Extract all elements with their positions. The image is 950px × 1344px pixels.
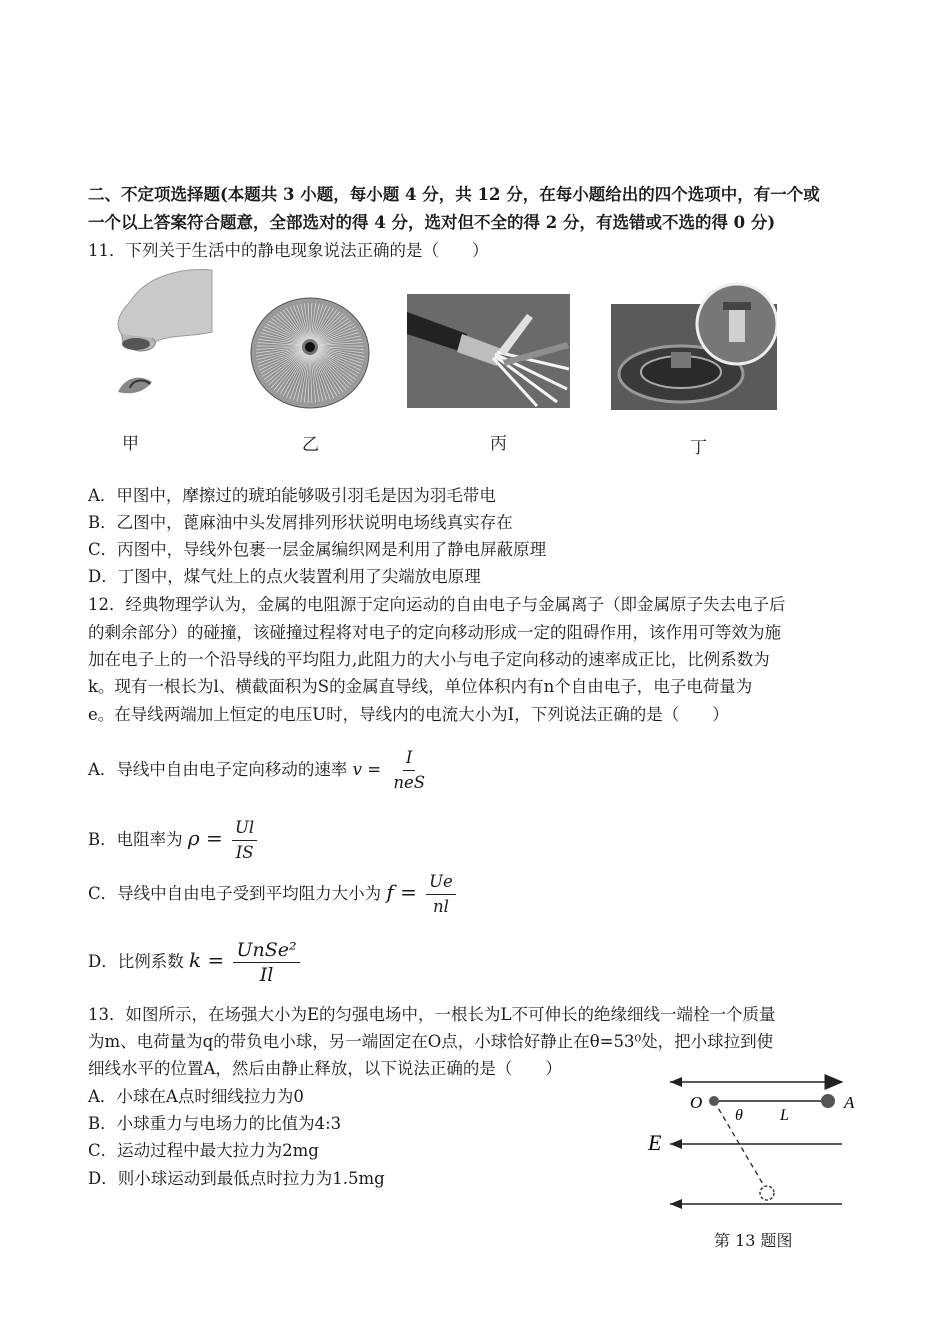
q11-option-c: C．丙图中，导线外包裹一层金属编织网是利用了静电屏蔽原理 — [88, 540, 547, 559]
q12-line3: 加在电子上的一个沿导线的平均阻力,此阻力的大小与电子定向移动的速率成正比，比例系数为 — [88, 650, 770, 669]
q12-d-lhs: k = — [188, 948, 225, 972]
q12-line2: 的剩余部分）的碰撞，该碰撞过程将对电子的定向移动形成一定的阻碍作用，该作用可等效为施 — [88, 623, 781, 642]
q12-b-lhs: ρ = — [187, 826, 223, 850]
q11-option-d: D．丁图中，煤气灶上的点火装置利用了尖端放电原理 — [88, 567, 481, 586]
section-header-line1: 二、不定项选择题(本题共 3 小题，每小题 4 分，共 12 分，在每小题给出的四个选项中，有一个或 — [88, 185, 820, 204]
q12-line5: e。在导线两端加上恒定的电压U时，导线内的电流大小为I，下列说法正确的是（ ） — [88, 705, 729, 724]
q12-option-c: C．导线中自由电子受到平均阻力大小为 f = $\frac{Ue}{nl}$ — [88, 872, 460, 917]
arrowhead-top — [670, 1077, 682, 1087]
photo-shielded-cable — [407, 294, 570, 408]
q12-c-fraction: $\frac{Ue}{nl}$ — [426, 872, 456, 917]
q11-option-b: B．乙图中，蓖麻油中头发屑排列形状说明电场线真实存在 — [88, 513, 513, 532]
figure-label-bing: 丙 — [490, 434, 507, 454]
label-e: E — [648, 1130, 662, 1155]
q12-b-fraction: $\frac{Ul}{IS}$ — [232, 818, 257, 863]
photo-amber-feather — [100, 262, 215, 407]
q13-line3: 细线水平的位置A，然后由静止释放，以下说法正确的是（ ） — [88, 1059, 562, 1078]
q13-option-d: D．则小球运动到最低点时拉力为1.5mg — [88, 1169, 385, 1188]
q12-option-a: A．导线中自由电子定向移动的速率 v = $\frac{I}{\text{neS}}$ — [88, 748, 432, 793]
q12-d-fraction: $\frac{\text{UnSe²}}{Il}$ — [233, 940, 299, 985]
label-l: L — [780, 1107, 789, 1124]
q12-a-lhs: v = — [352, 760, 382, 779]
q12-option-d: D．比例系数 k = $\frac{\text{UnSe²}}{Il}$ — [88, 940, 304, 985]
q12-line1: 12．经典物理学认为，金属的电阻源于定向运动的自由电子与金属离子（即金属原子失去电子后 — [88, 595, 786, 614]
arrowhead-middle — [670, 1139, 682, 1149]
q13-option-c: C．运动过程中最大拉力为2mg — [88, 1141, 319, 1160]
q13-line2: 为m、电荷量为q的带负电小球，另一端固定在O点，小球恰好静止在θ=53⁰处，把小球拉到使 — [88, 1032, 774, 1051]
q13-line1: 13．如图所示，在场强大小为E的匀强电场中，一根长为L不可伸长的绝缘细线一端栓一个质量 — [88, 1005, 776, 1024]
section-header-line2: 一个以上答案符合题意，全部选对的得 4 分，选对但不全的得 2 分，有选错或不选的得 0 分) — [88, 213, 776, 232]
q12-line4: k。现有一根长为l、横截面积为S的金属直导线，单位体积内有n个自由电子，电子电荷量为 — [88, 677, 753, 696]
label-a: A — [844, 1093, 855, 1112]
q13-option-a: A．小球在A点时细线拉力为0 — [88, 1087, 304, 1106]
arrowhead-bottom — [670, 1199, 682, 1209]
figure-label-ding: 丁 — [690, 438, 707, 458]
figure-label-yi: 乙 — [302, 435, 319, 455]
photo-gas-stove-igniter — [611, 282, 777, 410]
figure-label-jia: 甲 — [122, 434, 139, 454]
q11-option-a: A．甲图中，摩擦过的琥珀能够吸引羽毛是因为羽毛带电 — [88, 486, 496, 505]
q12-a-fraction: $\frac{I}{\text{neS}}$ — [393, 748, 426, 792]
ball-equilibrium — [760, 1186, 774, 1200]
q13-figure-caption: 第 13 题图 — [714, 1231, 793, 1250]
photo-field-lines — [250, 297, 370, 409]
q12-option-b: B．电阻率为 ρ = $\frac{Ul}{IS}$ — [88, 818, 261, 863]
q12-c-lhs: f = — [386, 880, 417, 904]
pivot-point — [709, 1096, 719, 1106]
label-o: O — [690, 1093, 703, 1112]
q11-stem: 11．下列关于生活中的静电现象说法正确的是（ ） — [88, 241, 489, 260]
q13-option-b: B．小球重力与电场力的比值为4:3 — [88, 1114, 342, 1133]
ball-at-a — [821, 1094, 835, 1108]
label-theta: θ — [735, 1107, 743, 1124]
